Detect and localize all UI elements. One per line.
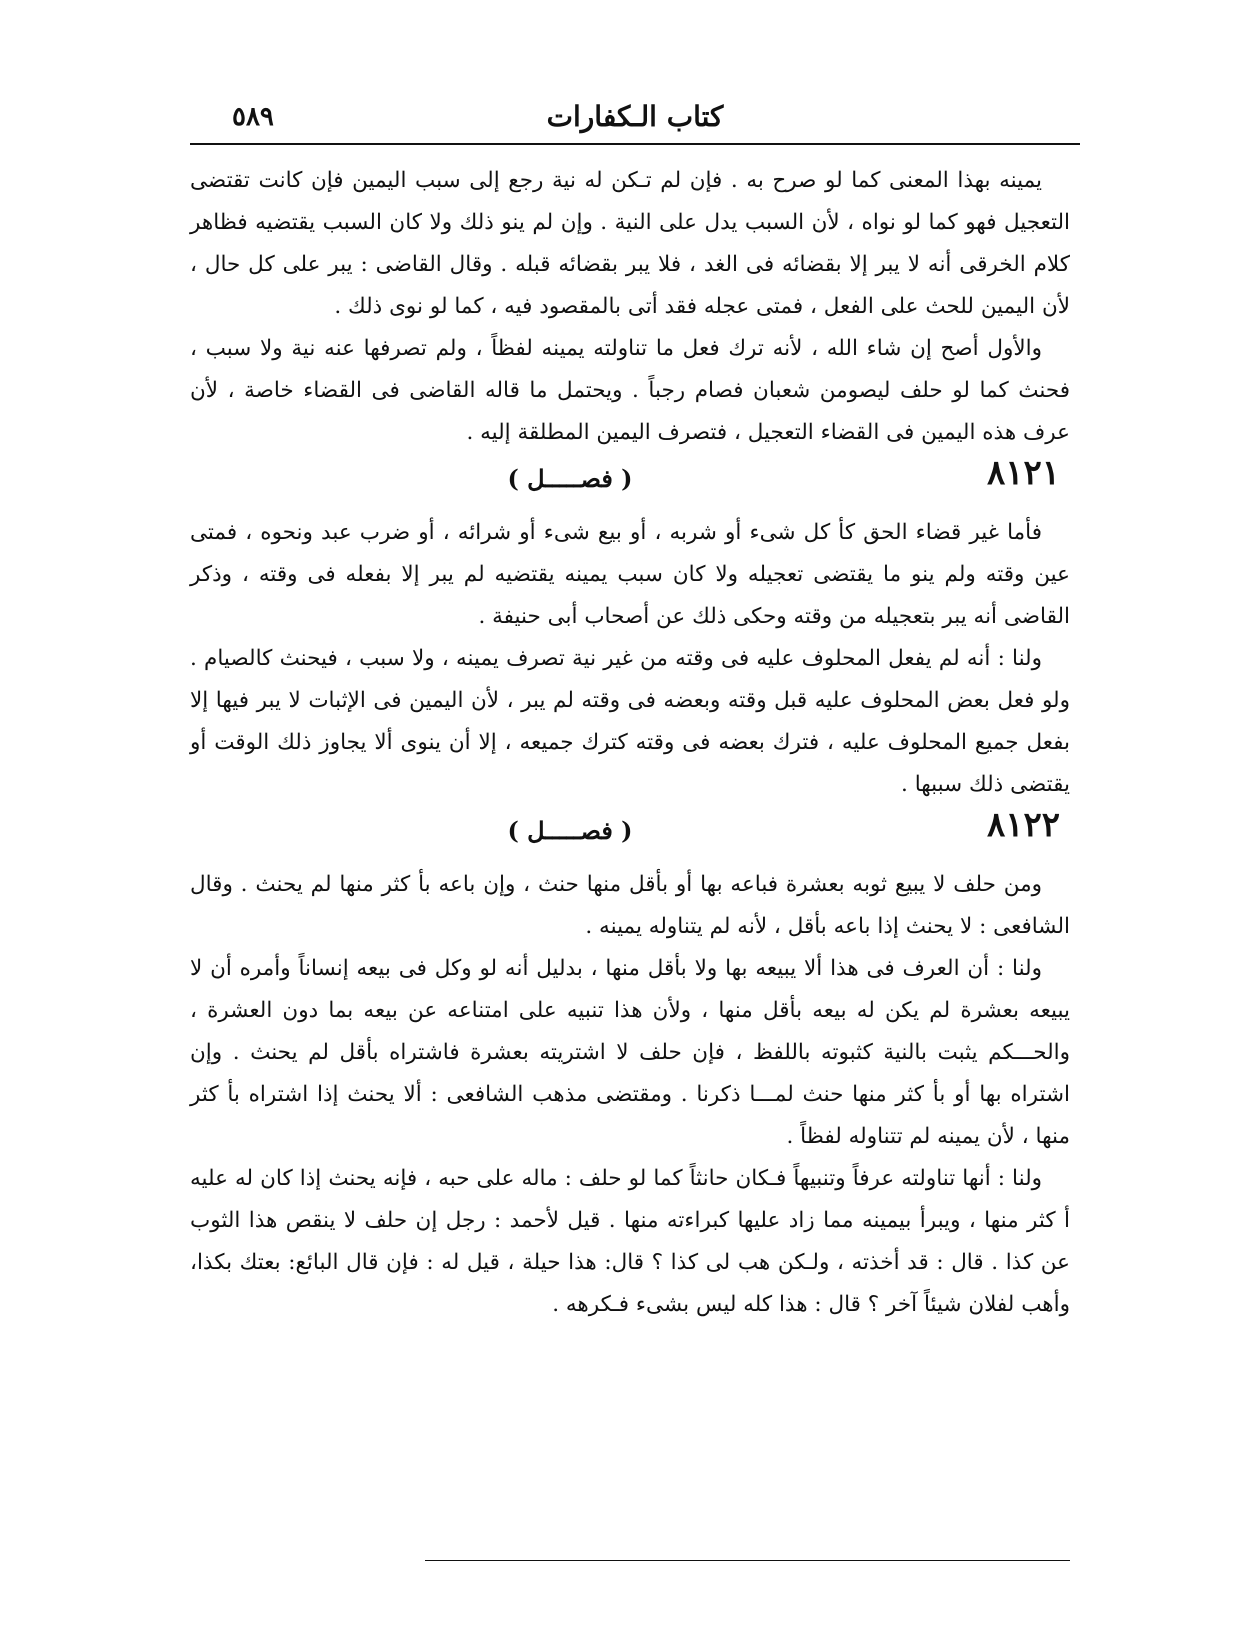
paragraph: ومن حلف لا يبيع ثوبه بعشرة فباعه بها أو بأقل منها حنث ، وإن باعه بأ كثر منها لم يحنث . وقال الشافعى : لا يحنث إذا باعه بأقل ، لأنه لم يتناوله يمينه . xyxy=(190,872,1070,939)
running-title: كتاب الـكفارات xyxy=(546,100,724,133)
section-label: ( فصـــــل ) xyxy=(507,816,633,845)
footer-rule xyxy=(425,1560,1070,1561)
paragraph: ولنا : أن العرف فى هذا ألا يبيعه بها ولا بأقل منها ، بدليل أنه لو وكل فى بيعه إنساناً وأمره أن لا يبيعه بعشرة لم يكن له بيعه بأقل منها ، ولأن هذا تنبيه على امتناعه عن بيعه بما دون العشرة ، والحـــكم يثبت بالنية كثبوته باللفظ ، فإن حلف لا اشتريته بعشرة فاشتراه بأقل لم يحنث . وإن اشتراه بها أو بأ كثر منها حنث لمـــا ذكرنا . ومقتضى مذهب الشافعى : ألا يحنث إذا اشتراه بأ كثر منها ، لأن يمينه لم تتناوله لفظاً . xyxy=(190,956,1070,1149)
header-rule xyxy=(190,143,1080,145)
section-label: ( فصـــــل ) xyxy=(507,464,633,493)
section-heading xyxy=(190,805,1070,860)
paragraph: فأما غير قضاء الحق كأ كل شىء أو شربه ، أو بيع شىء أو شرائه ، أو ضرب عبد ونحوه ، فمتى عين وقته ولم ينو ما يقتضى تعجيله ولا كان سبب يمينه يقتضيه لم يبر إلا بفعله فى وقته ، وذكر القاضى أنه يبر بتعجيله من وقته وحكى ذلك عن أصحاب أبى حنيفة . xyxy=(190,520,1070,629)
section-heading xyxy=(190,453,1070,508)
body-text xyxy=(190,160,1070,1326)
page-number: ٥٨٩ xyxy=(232,102,274,132)
section-number: ٨١٢٢ xyxy=(986,805,1060,845)
paragraph: والأول أصح إن شاء الله ، لأنه ترك فعل ما تناولته يمينه لفظاً ، ولم تصرفها عنه نية ولا سبب ، فحنث كما لو حلف ليصومن شعبان فصام رجباً . ويحتمل ما قاله القاضى فى القضاء خاصة ، لأن عرف هذه اليمين فى القضاء التعجيل ، فتصرف اليمين المطلقة إليه . xyxy=(190,336,1070,445)
page-header xyxy=(190,100,1080,142)
paragraph: ولنا : أنها تناولته عرفاً وتنبيهاً فـكان حانثاً كما لو حلف : ماله على حبه ، فإنه يحنث إذا كان له عليه أ كثر منها ، ويبرأ بيمينه مما زاد عليها كبراءته منها . قيل لأحمد : رجل إن حلف لا ينقص هذا الثوب عن كذا . قال : قد أخذته ، ولـكن هب لى كذا ؟ قال: هذا حيلة ، قيل له : فإن قال البائع: بعتك بكذا، وأهب لفلان شيئاً آخر ؟ قال : هذا كله ليس بشىء فـكرهه . xyxy=(190,1166,1070,1317)
section-number: ٨١٢١ xyxy=(986,453,1060,493)
paragraph: يمينه بهذا المعنى كما لو صرح به . فإن لم تـكن له نية رجع إلى سبب اليمين فإن كانت تقتضى التعجيل فهو كما لو نواه ، لأن السبب يدل على النية . وإن لم ينو ذلك ولا كان السبب يقتضيه فظاهر كلام الخرقى أنه لا يبر إلا بقضائه فى الغد ، فلا يبر بقضائه قبله . وقال القاضى : يبر على كل حال ، لأن اليمين للحث على الفعل ، فمتى عجله فقد أتى بالمقصود فيه ، كما لو نوى ذلك . xyxy=(190,168,1070,319)
paragraph: ولنا : أنه لم يفعل المحلوف عليه فى وقته من غير نية تصرف يمينه ، ولا سبب ، فيحنث كالصيام . ولو فعل بعض المحلوف عليه قبل وقته وبعضه فى وقته لم يبر ، لأن اليمين فى الإثبات لا يبر فيها إلا بفعل جميع المحلوف عليه ، فترك بعضه فى وقته كترك جميعه ، إلا أن ينوى ألا يجاوز ذلك الوقت أو يقتضى ذلك سببها . xyxy=(190,646,1070,797)
